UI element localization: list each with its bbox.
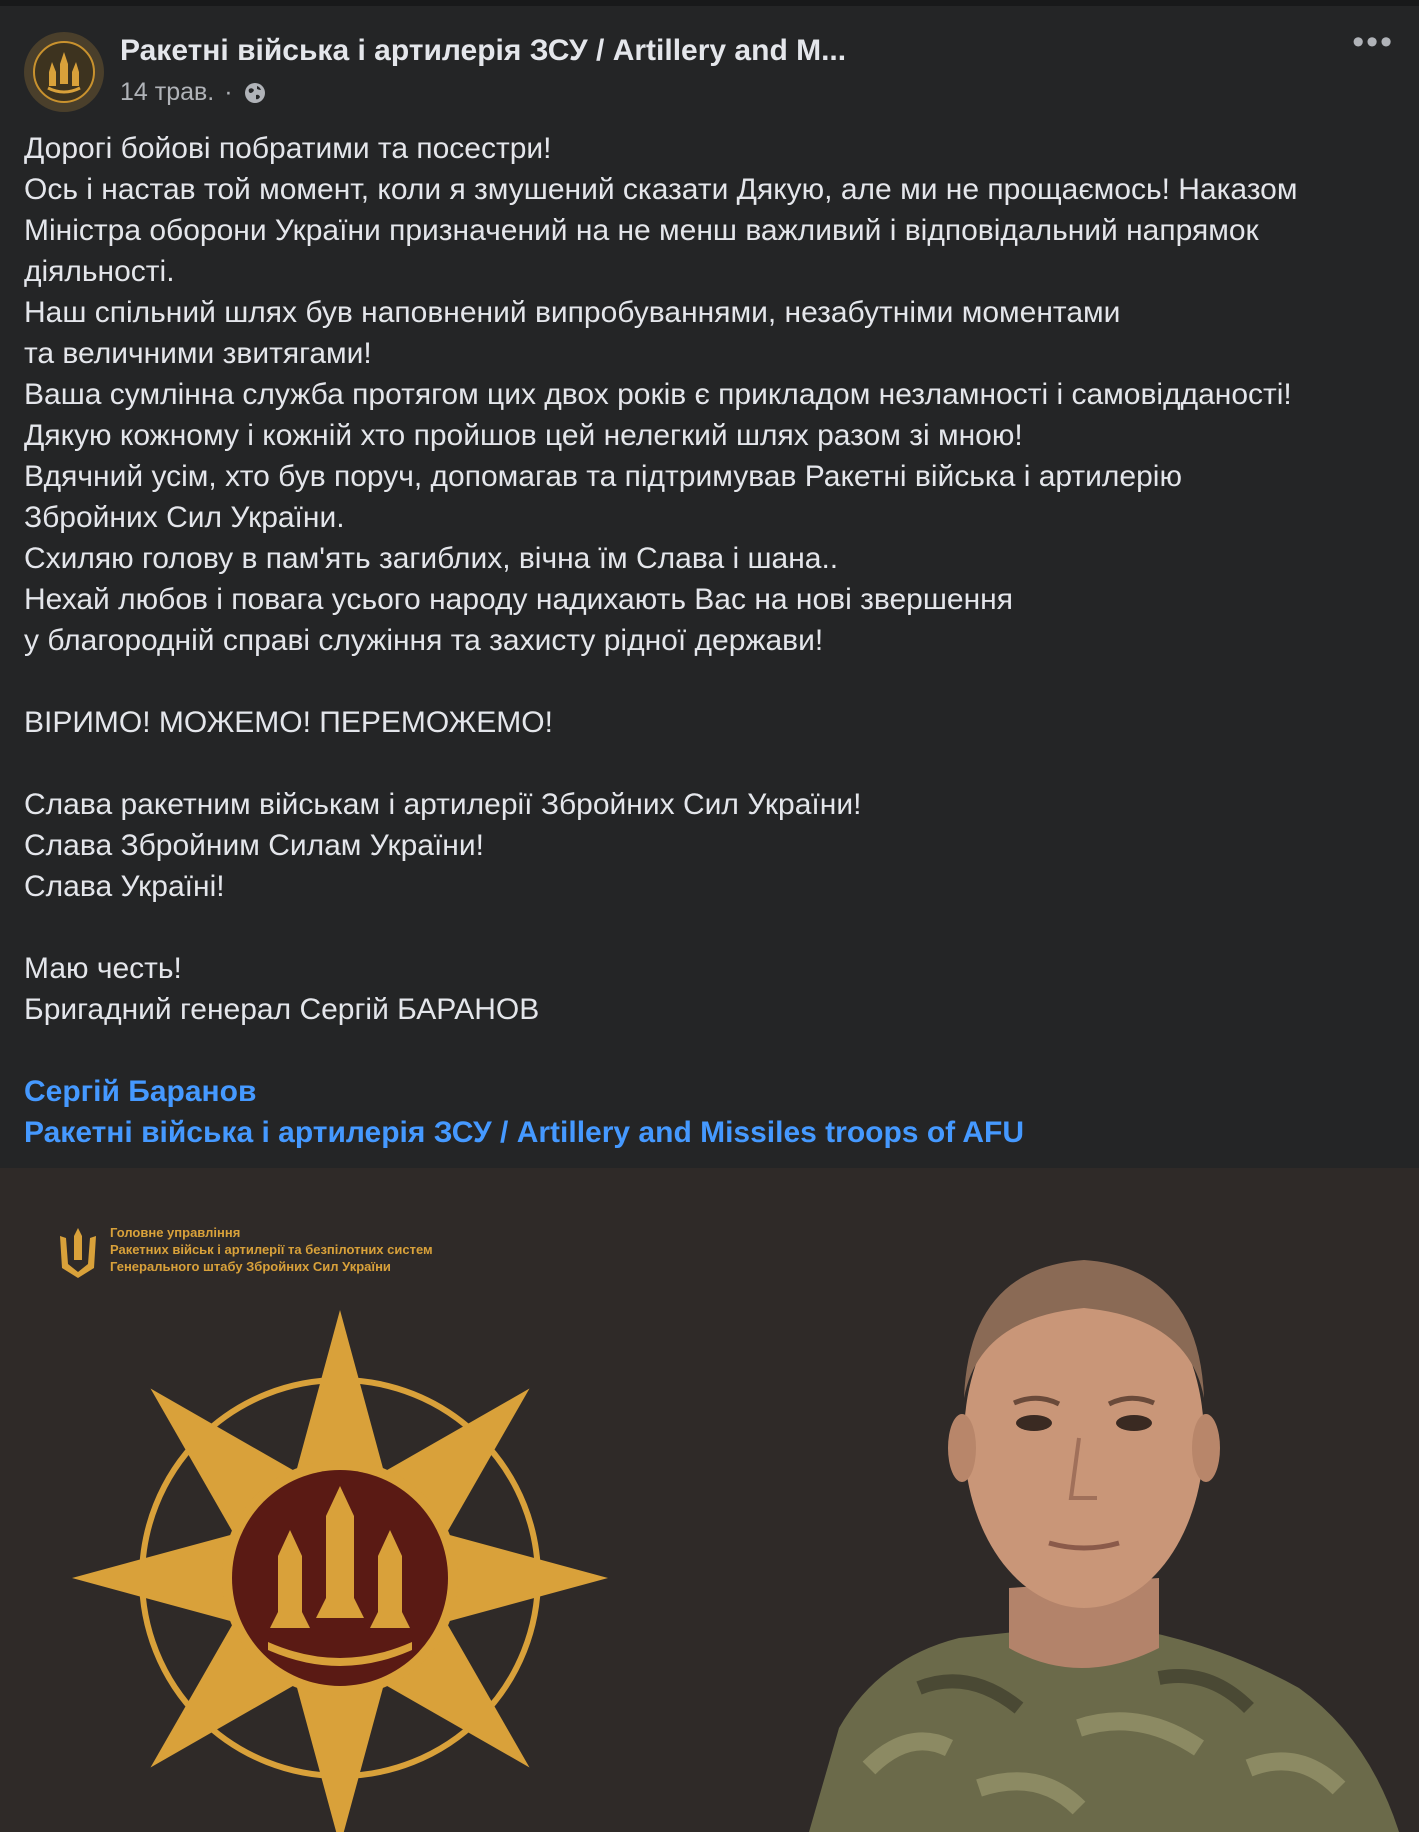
- glory-line: Слава ракетним військам і артилерії Збройних Сил України!: [24, 788, 862, 821]
- honor-line: Маю честь!: [24, 952, 182, 985]
- motto: ВІРИМО! МОЖЕМО! ПЕРЕМОЖЕМО!: [24, 706, 553, 739]
- tag-person-link[interactable]: Сергій Баранов: [24, 1075, 257, 1108]
- artillery-star-emblem: [60, 1298, 620, 1832]
- globe-icon[interactable]: [243, 81, 267, 105]
- org-line: Ракетних військ і артилерії та безпілотних систем: [110, 1242, 433, 1257]
- trident-icon: [56, 1224, 100, 1280]
- post-line: Наш спільний шлях був наповнений випробуваннями, незабутніми моментами: [24, 296, 1121, 329]
- signature-line: Бригадний генерал Сергій БАРАНОВ: [24, 993, 540, 1026]
- page-name-link[interactable]: Ракетні війська і артилерія ЗСУ / Artillery and M...: [120, 34, 847, 67]
- org-line: Головне управління: [110, 1225, 241, 1240]
- officer-portrait: [779, 1168, 1419, 1832]
- more-options-icon[interactable]: •••: [1352, 23, 1394, 61]
- post-line: Міністра оборони України призначений на не менш важливий і відповідальний напрямок: [24, 214, 1259, 247]
- post-line: Дякую кожному і кожній хто пройшов цей нелегкий шлях разом зі мною!: [24, 419, 1023, 452]
- org-text: [110, 1224, 433, 1275]
- post-line: Ось і настав той момент, коли я змушений сказати Дякую, але ми не прощаємось! Наказом: [24, 173, 1298, 206]
- post-line: Нехай любов і повага усього народу надихають Вас на нові звершення: [24, 583, 1013, 616]
- post-text: [24, 128, 1414, 1153]
- tag-page-link[interactable]: Ракетні війська і артилерія ЗСУ / Artillery and Missiles troops of AFU: [24, 1116, 1025, 1149]
- post-line: Схиляю голову в пам'ять загиблих, вічна їм Слава і шана..: [24, 542, 839, 575]
- meta-separator: ·: [224, 78, 233, 106]
- top-bar: [0, 0, 1419, 6]
- post-line: та величними звитягами!: [24, 337, 372, 370]
- glory-line: Слава Україні!: [24, 870, 225, 903]
- post-image[interactable]: [0, 1168, 1419, 1832]
- post-header: [24, 23, 1394, 114]
- post-line: Вдячний усім, хто був поруч, допомагав та підтримував Ракетні війська і артилерію: [24, 460, 1182, 493]
- org-logo: [56, 1224, 433, 1280]
- post-line: Ваша сумлінна служба протягом цих двох років є прикладом незламності і самовідданості!: [24, 378, 1292, 411]
- post-line: Дорогі бойові побратими та посестри!: [24, 132, 552, 165]
- post-line: діяльності.: [24, 255, 175, 288]
- glory-line: Слава Збройним Силам України!: [24, 829, 484, 862]
- page-avatar[interactable]: [24, 32, 104, 112]
- org-line: Генерального штабу Збройних Сил України: [110, 1259, 391, 1274]
- post-line: Збройних Сил України.: [24, 501, 345, 534]
- artillery-emblem-icon: [32, 40, 96, 104]
- post-line: у благородній справі служіння та захисту рідної держави!: [24, 624, 824, 657]
- post-meta: [120, 78, 267, 107]
- post-date[interactable]: 14 трав.: [120, 78, 215, 106]
